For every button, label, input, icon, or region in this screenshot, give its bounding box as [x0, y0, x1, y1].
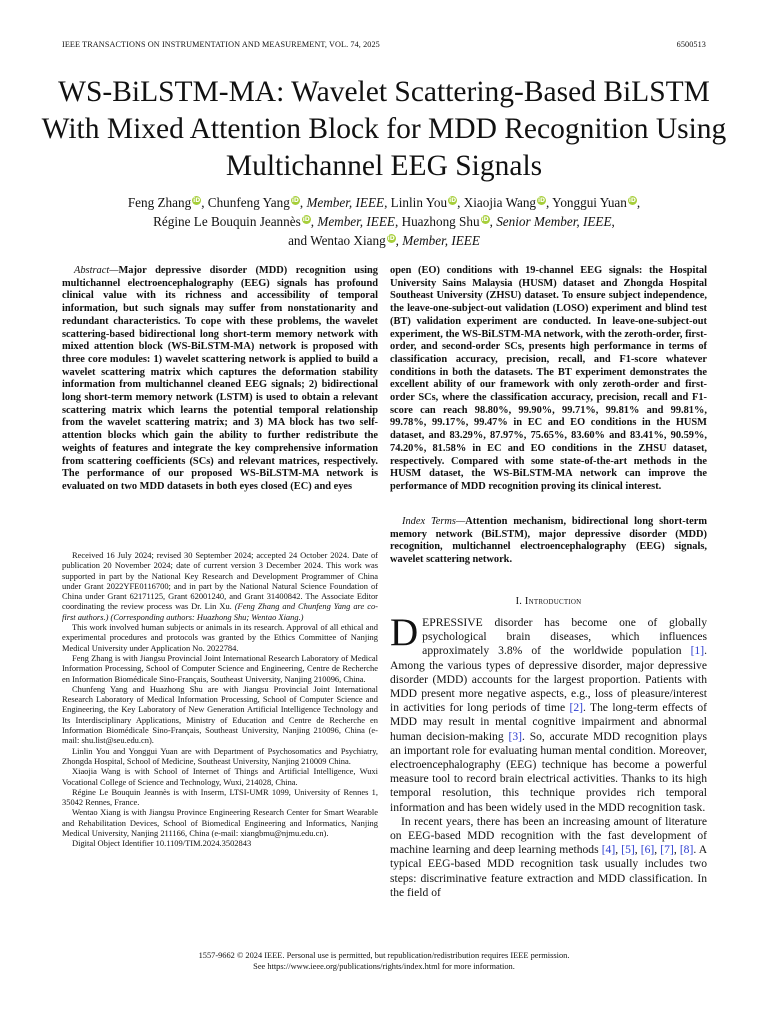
orcid-icon[interactable]: iD: [449, 197, 457, 204]
orcid-icon[interactable]: iD: [537, 197, 546, 204]
index-terms-label: Index Terms—: [402, 516, 466, 527]
intro-text: . The long-term effects of MDD may result in mental cognitive impairment and abnormal human decision-making: [390, 701, 707, 743]
orcid-icon[interactable]: iD: [291, 197, 299, 204]
footnote-received: Received 16 July 2024; revised 30 September 2024; accepted 24 October 2024. Date of publication 20 November 2024; date of current version 3 December 2024. This work was supported in part by the National Key Research and Development Programmer of China under Grant 2022YFE0116700; and in part by the National Natural Science Foundation of China under Grant 62171125, Grant 62001240, and Grant 31400842. The Associate Editor coordinating the review process was Dr. Lin Xu.: [62, 550, 378, 612]
abstract-right: [390, 265, 707, 494]
footnotes: [62, 550, 378, 849]
footnote-affiliation: Feng Zhang is with Jiangsu Provincial Joint International Research Laboratory of Medical Information Processing, School of Computer Science and Engineering, Centre de Recherche en Information Biomédicale Sino-Français, Southeast University, Nanjing 210096, China.: [62, 652, 378, 684]
intro-text: In recent years, there has been an increasing amount of literature on EEG-based MDD recognition with the fast development of machine learning and deep learning methods: [390, 814, 707, 857]
author-role: Senior Member, IEEE: [496, 214, 612, 229]
section-heading: [390, 596, 707, 607]
citation-link[interactable]: [1]: [690, 644, 705, 658]
author-name: Wentao Xiang: [310, 233, 386, 248]
footnote-ethics: This work involved human subjects or animals in its research. Approval of all ethical and experimental procedures and protocols was granted by the Ethics Committee of Nanjing Medical University under Application No. 2022784.: [62, 622, 378, 653]
copyright-line: 1557-9662 © 2024 IEEE. Personal use is permitted, but republication/redistribution requires IEEE permission.: [198, 951, 570, 960]
intro-text: . Among the various types of depressive disorder, major depressive disorder (MDD) accounts for the largest proportion. Patients with MDD present more negative aspects, e.g., loss of pleasure/interest in activities for long periods of time: [390, 644, 707, 715]
abstract-text-continued: open (EO) conditions with 19-channel EEG signals: the Hospital University Sains Malaysia (HUSM) dataset and Zhongda Hospital Southeast University (ZHSU) dataset. To ensure subject independence, the leave-one-subject-out validation (LOSO) experiment and blind test (BT) validation experiment are conducted. In leave-one-subject-out experiment, the WS-BiLSTM-MA network, with the zeroth-order, first-order, and second-order SCs, presents high performance in terms of classification accuracy, precision, recall, and F1-score whatever conditions in both the datasets. The BT experiment demonstrates the excellent ability of our framework with only zeroth-order and first-order SCs, where the classification accuracy, precision, recall and F1-score can reach 98.80%, 99.90%, 99.71%, 99.81% and 99.81%, 99.78%, 99.17%, 99.47% in EC and EO conditions in the HUSM dataset, and 83.29%, 87.97%, 75.65%, 83.60% and 83.41%, 90.59%, 74.20%, 81.58% in EC and EO conditions in the ZHSU dataset, respectively. Compared with some state-of-the-art methods in the HUSM dataset, the WS-BiLSTM-MA network can improve the performance of MDD recognition proving its clinical interest.: [390, 265, 707, 492]
author-name: Chunfeng Yang: [207, 195, 290, 210]
introduction-body: [390, 611, 708, 900]
citation-link[interactable]: [2]: [569, 701, 584, 715]
author-name: Feng Zhang: [127, 195, 192, 210]
citation-link[interactable]: [3]: [508, 729, 522, 743]
citation-link[interactable]: [7]: [660, 843, 674, 857]
author-role: Member, IEEE: [317, 214, 395, 229]
section-number: I.: [515, 596, 523, 607]
citation-link[interactable]: [6]: [640, 843, 655, 857]
abstract-left: [62, 265, 378, 494]
running-header: [62, 40, 706, 49]
author-name: Linlin You: [390, 195, 448, 210]
abstract-label: Abstract—: [74, 265, 119, 276]
paper-title: WS-BiLSTM-MA: Wavelet Scattering-Based BiLSTM With Mixed Attention Block for MDD Recognition Using Multichannel EEG Signals: [41, 76, 727, 182]
footnote-affiliation: Chunfeng Yang and Huazhong Shu are with Jiangsu Provincial Joint International Research Laboratory of Medical Information Processing, School of Computer Science and Engineering, the Key Laboratory of New Generation Artificial Intelligence Technology and Its Interdisciplinary Applications, Ministry of Education and Centre de Recherche en Information Biomédicale Sino-Français, Southeast University, Nanjing 210096, China (e-mail: shu.list@seu.edu.cn).: [62, 683, 378, 746]
rights-line: See https://www.ieee.org/publications/rights/index.html for more information.: [253, 962, 515, 971]
citation-link[interactable]: [4]: [601, 843, 616, 857]
footnote-cofirst: (Feng Zhang and Chunfeng Yang are co-first authors.) (Corresponding authors: Huazhong Shu; Wentao Xiang.): [62, 601, 378, 622]
author-role: Member, IEEE: [402, 233, 480, 248]
author-name: Huazhong Shu: [401, 214, 480, 229]
citation-link[interactable]: [5]: [621, 843, 635, 857]
section-title: Introduction: [524, 596, 582, 607]
footnote-doi: Digital Object Identifier 10.1109/TIM.2024.3502843: [72, 838, 252, 849]
author-list: Feng Zhang iD, Chunfeng Yang iD, Member, IEEE, Linlin You iD, Xiaojia Wang iD, Yonggui Yuan iD, Régine Le Bouquin Jeannès iD, Member, IEEE, Huazhong Shu iD, Senior Member, IEEE, and Wentao Xiang iD, Member, IEEE: [127, 195, 641, 248]
author-name: Yonggui Yuan: [552, 195, 627, 210]
journal-name: IEEE TRANSACTIONS ON INSTRUMENTATION AND MEASUREMENT, VOL. 74, 2025: [62, 40, 380, 49]
orcid-icon[interactable]: iD: [387, 235, 395, 242]
intro-text: . A typical EEG-based MDD recognition task usually includes two steps: discriminative feature extraction and MDD classification. In the field of: [390, 843, 708, 899]
footnote-affiliation: Wentao Xiang is with Jiangsu Province Engineering Research Center for Smart Wearable and Rehabilitation Devices, School of Biomedical Engineering and Informatics, Nanjing Medical University, Nanjing 211166, China (e-mail: xiangbmu@njmu.edu.cn).: [62, 807, 378, 839]
drop-cap: D: [390, 611, 419, 654]
intro-text: . So, accurate MDD recognition plays an important role for evaluating human mental condition. Moreover, electroencephalography (EEG) technique has become a powerful measure tool to record brain electrical activities. Thanks to its high temporal resolution, this technique provides rich temporal information and has been widely used in the MDD recognition task.: [390, 729, 708, 814]
orcid-icon[interactable]: iD: [628, 197, 636, 204]
author-name: Xiaojia Wang: [463, 195, 537, 210]
footnote-affiliation: Linlin You and Yonggui Yuan are with Department of Psychosomatics and Psychiatry, Zhongda Hospital, School of Medicine, Southeast University, Nanjing 210009 China.: [62, 745, 378, 766]
footnote-affiliation: Régine Le Bouquin Jeannès is with Inserm, LTSI-UMR 1099, University of Rennes 1, 35042 Rennes, France.: [62, 786, 378, 808]
intro-paragraph: [390, 611, 708, 815]
citation-link[interactable]: [8]: [679, 843, 694, 857]
abstract-text: Major depressive disorder (MDD) recognition using multichannel electroencephalography (EEG) signals has profound clinical value with its richness and accessibility of temporal information, but such signals may suffer from nonstationarity and redundant characteristics. To cope with these problems, the wavelet scattering-based bidirectional long short-term memory network with mixed attention block (WS-BiLSTM-MA) network is proposed with three core modules: 1) wavelet scattering network is applied to build a wavelet scattering matrix which captures the deformation stability information from multichannel cleaned EEG signals; 2) bidirectional long short-term memory network (LSTM) is used to obtain a relevant scattering matrix which learns the potential temporal relationship from the wavelet scattering matrix; and 3) MA block has two self-attention blocks which gain the ability to further redistribute the weights of features and integrate the key comprehensive information from scattering coefficients (SCs) and relevant matrices, respectively. The performance of our proposed WS-BiLSTM-MA network is evaluated on two MDD datasets in both eyes closed (EC) and eyes: [62, 265, 378, 492]
orcid-icon[interactable]: iD: [193, 197, 201, 204]
orcid-icon[interactable]: iD: [302, 216, 310, 223]
intro-paragraph: In recent years, there has been an increasing amount of literature on EEG-based MDD recognition with the fast development of machine learning and deep learning methods [4], [5], [6], [7], [8]. A typical EEG-based MDD recognition task usually includes two steps: discriminative feature extraction and MDD classification. In the field of: [390, 814, 708, 899]
copyright-footer: [62, 950, 706, 972]
index-terms-text: Attention mechanism, bidirectional long short-term memory network (BiLSTM), major depressive disorder (MDD) recognition, multichannel electroencephalography (EEG) signals, wavelet scattering network.: [390, 516, 707, 566]
index-terms: [390, 516, 707, 567]
author-name: Régine Le Bouquin Jeannès: [153, 214, 301, 229]
author-role: Member, IEEE: [306, 195, 385, 210]
footnote-affiliation: Xiaojia Wang is with School of Internet of Things and Artificial Intelligence, Wuxi Vocational College of Science and Technology, Wuxi, 214028, China.: [62, 766, 378, 787]
page-number: 6500513: [676, 40, 706, 49]
intro-text: EPRESSIVE disorder has become one of globally psychological brain diseases, which influences approximately 3.8% of the worldwide population: [422, 616, 707, 658]
orcid-icon[interactable]: iD: [481, 216, 489, 223]
